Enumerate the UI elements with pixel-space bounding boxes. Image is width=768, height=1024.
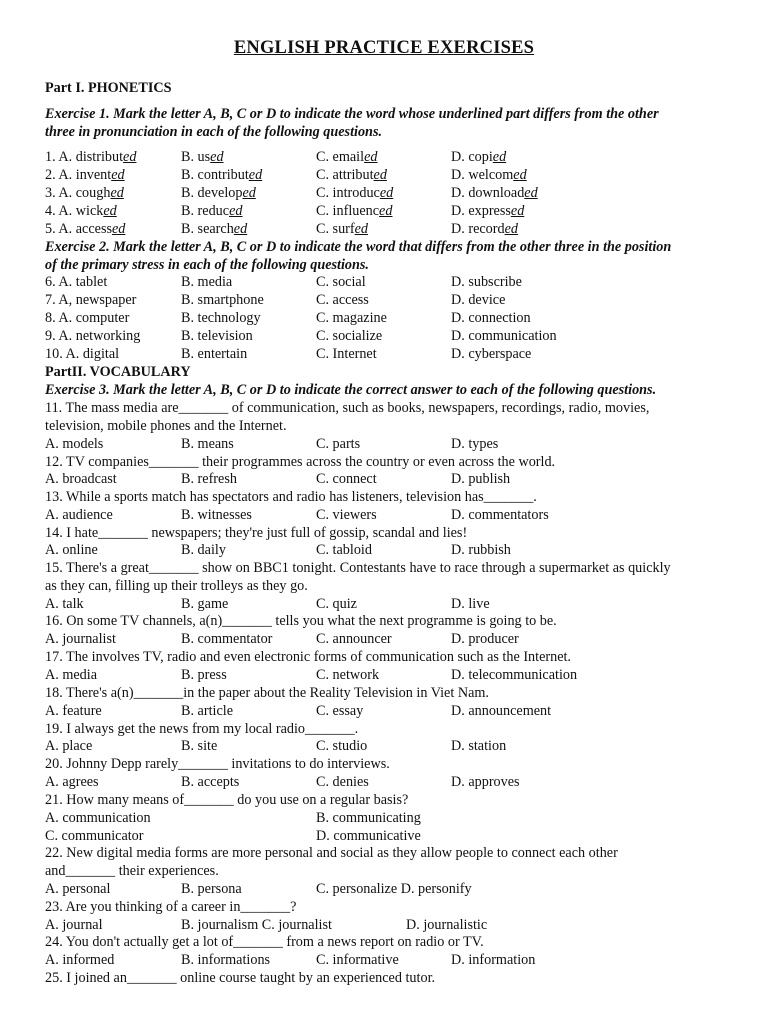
option-c: C. introduced [316,185,394,201]
option-d: D. subscribe [451,274,522,290]
stress-row [0,328,768,345]
ex1-instruction-line2: three in pronunciation in each of the following questions. [45,124,383,140]
option-d: D. approves [451,774,520,790]
option-c: C. socialize [316,328,383,344]
ex1-instruction-line1: Exercise 1. Mark the letter A, B, C or D to indicate the word whose underlined part differs from the other [45,106,659,122]
page-title: ENGLISH PRACTICE EXERCISES [233,38,535,58]
option-b: B. reduced [181,203,243,219]
option-b: B. accepts [181,774,240,790]
option-c: C. Internet [316,346,377,362]
options-row [0,703,768,720]
option-a: A. online [45,542,98,558]
option-a: A. personal [45,881,111,897]
option-a: 3. A. coughed [45,185,124,201]
option-b: B. commentator [181,631,273,647]
stress-row [0,310,768,327]
option-b: B. press [181,667,227,683]
options-row [0,507,768,524]
option-c: C. viewers [316,507,377,523]
phonetics-row [0,203,768,220]
options-row [0,738,768,755]
question-text: 16. On some TV channels, a(n)_______ tells you what the next programme is going to be. [45,613,557,629]
option-a: A. agrees [45,774,99,790]
options-row [0,917,768,934]
option-c: C. studio [316,738,368,754]
option-b: B. television [181,328,253,344]
options-row [0,667,768,684]
question-text: as they can, filling up their trolleys as they go. [45,578,308,594]
option-a: A. place [45,738,93,754]
phonetics-row [0,221,768,238]
option-d: D. communication [451,328,557,344]
option-c-d: C. personalize D. personify [316,881,472,897]
option-a: 7. A, newspaper [45,292,137,308]
option-d: D. connection [451,310,531,326]
option-a: A. journalist [45,631,116,647]
option-a: A. feature [45,703,102,719]
stress-row [0,274,768,291]
stress-row [0,292,768,309]
option-b: B. game [181,596,229,612]
options-row [0,596,768,613]
option-a: A. media [45,667,98,683]
option-a: 1. A. distributed [45,149,137,165]
options-row [0,828,768,845]
option-b: B. developed [181,185,256,201]
option-a: A. broadcast [45,471,117,487]
options-row [0,631,768,648]
option-b: B. smartphone [181,292,264,308]
option-a: 4. A. wicked [45,203,117,219]
option-b: B. daily [181,542,226,558]
option-a: 10. A. digital [45,346,120,362]
stress-row [0,346,768,363]
option-b: B. technology [181,310,261,326]
option-c: C. quiz [316,596,357,612]
ex2-instruction-line1: Exercise 2. Mark the letter A, B, C or D to indicate the word that differs from the other three in the position [45,239,672,255]
phonetics-row [0,167,768,184]
option-c: C. announcer [316,631,392,647]
question-text: 22. New digital media forms are more personal and social as they allow people to connect each other [45,845,618,861]
option-d: D. device [451,292,506,308]
question-text: 11. The mass media are_______ of communication, such as books, newspapers, recordings, radio, movies, [45,400,650,416]
options-row [0,436,768,453]
option-d: D. downloaded [451,185,538,201]
option-c: C. magazine [316,310,387,326]
options-row [0,774,768,791]
option-d: D. station [451,738,507,754]
option-b: B. searched [181,221,248,237]
option-a: A. informed [45,952,115,968]
option-c: C. social [316,274,366,290]
option-a: A. talk [45,596,84,612]
option-d: D. commentators [451,507,549,523]
option-c: C. attributed [316,167,387,183]
option-b: B. means [181,436,234,452]
option-d: D. welcomed [451,167,527,183]
option-b-c: B. journalism C. journalist [181,917,332,933]
option-d: D. cyberspace [451,346,532,362]
options-row [0,952,768,969]
question-text: 18. There's a(n)_______in the paper about the Reality Television in Viet Nam. [45,685,489,701]
option-a: 5. A. accessed [45,221,126,237]
option-a: A. audience [45,507,113,523]
option-d: D. communicative [316,828,421,844]
question-text: and_______ their experiences. [45,863,219,879]
option-c: C. informative [316,952,399,968]
option-c: C. influenced [316,203,393,219]
question-text: 17. The involves TV, radio and even electronic forms of communication such as the Internet. [45,649,571,665]
options-row [0,471,768,488]
option-a: 6. A. tablet [45,274,108,290]
option-d: D. producer [451,631,519,647]
option-a: 9. A. networking [45,328,141,344]
option-d: D. copied [451,149,507,165]
question-text: 20. Johnny Depp rarely_______ invitations to do interviews. [45,756,390,772]
option-c: C. essay [316,703,364,719]
question-text: television, mobile phones and the Internet. [45,418,287,434]
ex3-instruction: Exercise 3. Mark the letter A, B, C or D to indicate the correct answer to each of the following questions. [45,382,657,398]
options-row [0,810,768,827]
options-row [0,542,768,559]
option-c: C. communicator [45,828,144,844]
option-a: A. models [45,436,104,452]
option-c: C. denies [316,774,369,790]
option-d: D. telecommunication [451,667,578,683]
option-d: D. announcement [451,703,552,719]
option-c: C. parts [316,436,361,452]
option-a: 2. A. invented [45,167,125,183]
question-text: 25. I joined an_______ online course taught by an experienced tutor. [45,970,436,986]
question-text: 19. I always get the news from my local radio_______. [45,721,359,737]
option-d: D. recorded [451,221,518,237]
option-c: C. connect [316,471,377,487]
option-b: B. media [181,274,233,290]
option-a: A. communication [45,810,151,826]
question-text: 15. There's a great_______ show on BBC1 tonight. Contestants have to race through a supermarket as quickly [45,560,671,576]
option-d: D. publish [451,471,511,487]
part1-heading: Part I. PHONETICS [45,80,172,96]
question-text: 23. Are you thinking of a career in_______? [45,899,297,915]
option-b: B. site [181,738,218,754]
option-b: B. witnesses [181,507,252,523]
question-text: 13. While a sports match has spectators and radio has listeners, television has_______. [45,489,537,505]
option-b: B. contributed [181,167,263,183]
question-text: 14. I hate_______ newspapers; they're just full of gossip, scandal and lies! [45,525,468,541]
question-text: 21. How many means of_______ do you use on a regular basis? [45,792,409,808]
option-c: C. emailed [316,149,378,165]
option-d: D. journalistic [406,917,488,933]
part2-heading: PartII. VOCABULARY [45,364,191,380]
option-b: B. communicating [316,810,421,826]
phonetics-row [0,149,768,166]
option-a: A. journal [45,917,103,933]
options-row [0,881,768,898]
option-b: B. entertain [181,346,248,362]
option-b: B. refresh [181,471,237,487]
phonetics-row [0,185,768,202]
option-b: B. used [181,149,224,165]
option-c: C. network [316,667,380,683]
option-d: D. types [451,436,499,452]
option-d: D. live [451,596,490,612]
option-b: B. article [181,703,233,719]
option-c: C. access [316,292,369,308]
option-d: D. rubbish [451,542,511,558]
question-text: 12. TV companies_______ their programmes across the country or even across the world. [45,454,556,470]
option-c: C. surfed [316,221,369,237]
option-a: 8. A. computer [45,310,130,326]
option-d: D. expressed [451,203,525,219]
question-text: 24. You don't actually get a lot of_______ from a news report on radio or TV. [45,934,484,950]
option-b: B. persona [181,881,242,897]
option-d: D. information [451,952,536,968]
ex2-instruction-line2: of the primary stress in each of the following questions. [45,257,369,273]
option-b: B. informations [181,952,271,968]
option-c: C. tabloid [316,542,372,558]
